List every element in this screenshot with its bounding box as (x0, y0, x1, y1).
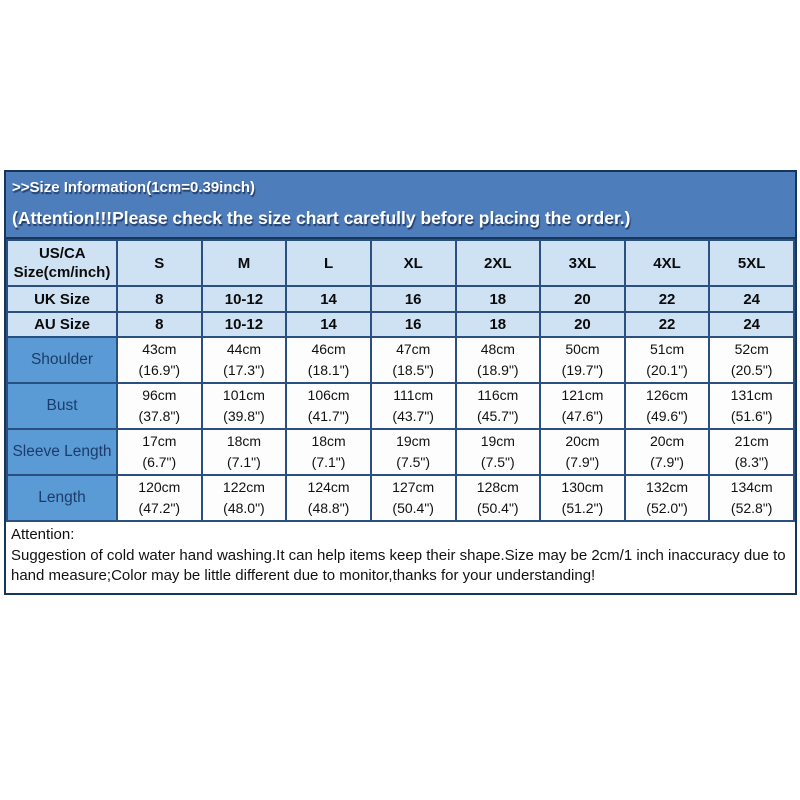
cm-value: 106cm (307, 387, 350, 403)
cm-value: 17cm (142, 433, 177, 449)
inch-value: (18.9") (477, 362, 519, 378)
size-col-header-4xl: 4XL (625, 240, 710, 286)
size-col-header-3xl: 3XL (540, 240, 625, 286)
au-size-row (7, 312, 794, 337)
cm-value: 120cm (138, 479, 181, 495)
cm-value: 19cm (480, 433, 515, 449)
inch-value: (41.7") (307, 408, 350, 424)
cm-value: 132cm (646, 479, 689, 495)
measure-cell (456, 337, 541, 383)
cm-value: 43cm (142, 341, 177, 357)
length-row (7, 475, 794, 521)
cm-value: 46cm (311, 341, 346, 357)
measure-cell (456, 429, 541, 475)
size-col-header-xl: XL (371, 240, 456, 286)
cm-value: 20cm (565, 433, 600, 449)
cm-value: 21cm (734, 433, 769, 449)
inch-value: (52.0") (646, 500, 688, 516)
cm-value: 51cm (649, 341, 685, 357)
measure-cell (709, 337, 794, 383)
cm-value: 134cm (730, 479, 773, 495)
attention-title: Attention: (11, 526, 75, 543)
uk-size-cell: 24 (709, 286, 794, 312)
measure-cell (202, 475, 287, 521)
measure-cell (202, 429, 287, 475)
inch-value: (7.1") (227, 454, 261, 470)
size-col-header-2xl: 2XL (456, 240, 541, 286)
cm-value: 128cm (476, 479, 519, 495)
inch-value: (7.1") (311, 454, 346, 470)
uk-size-row (7, 286, 794, 312)
measure-cell (371, 475, 456, 521)
measure-cell (371, 383, 456, 429)
banner-attention-line: (Attention!!!Please check the size chart carefully before placing the order.) (12, 208, 631, 228)
measure-cell (540, 475, 625, 521)
corner-line1: US/CA (38, 245, 86, 262)
size-col-header-s: S (117, 240, 202, 286)
cm-value: 44cm (226, 341, 262, 357)
inch-value: (6.7") (142, 454, 177, 470)
measure-cell (540, 337, 625, 383)
inch-value: (20.1") (646, 362, 688, 378)
au-size-cell: 24 (709, 312, 794, 337)
measure-cell (709, 429, 794, 475)
cm-value: 47cm (396, 341, 431, 357)
cm-value: 96cm (142, 387, 177, 403)
shoulder-row (7, 337, 794, 383)
cm-value: 131cm (730, 387, 773, 403)
au-size-cell: 18 (456, 312, 541, 337)
bust-label: Bust (7, 383, 117, 429)
measure-cell (202, 337, 287, 383)
washing-attention-note (6, 522, 795, 593)
cm-value: 121cm (561, 387, 604, 403)
sleeve-length-row (7, 429, 794, 475)
measure-cell (625, 383, 710, 429)
inch-value: (37.8") (138, 408, 181, 424)
measure-cell (709, 475, 794, 521)
uk-size-label: UK Size (7, 286, 117, 312)
cm-value: 122cm (222, 479, 265, 495)
inch-value: (51.2") (561, 500, 604, 516)
measure-cell (371, 429, 456, 475)
measure-cell (625, 475, 710, 521)
au-size-cell: 16 (371, 312, 456, 337)
measure-cell (117, 383, 202, 429)
inch-value: (48.0") (223, 500, 265, 516)
measure-cell (456, 383, 541, 429)
uk-size-cell: 16 (371, 286, 456, 312)
measure-cell (286, 475, 371, 521)
measure-cell (371, 337, 456, 383)
cm-value: 18cm (311, 433, 346, 449)
cm-value: 130cm (561, 479, 604, 495)
cm-value: 101cm (222, 387, 265, 403)
measure-cell (625, 337, 710, 383)
uk-size-cell: 20 (540, 286, 625, 312)
measure-cell (286, 429, 371, 475)
corner-header-cell (7, 240, 117, 286)
sleeve-length-label: Sleeve Length (7, 429, 117, 475)
cm-value: 52cm (734, 341, 769, 357)
measure-cell (286, 383, 371, 429)
cm-value: 126cm (646, 387, 689, 403)
uk-size-cell: 14 (286, 286, 371, 312)
uk-size-cell: 22 (625, 286, 710, 312)
size-chart-block (4, 170, 797, 595)
inch-value: (50.4") (477, 500, 519, 516)
inch-value: (47.2") (138, 500, 181, 516)
cm-value: 127cm (392, 479, 435, 495)
banner-title: >>Size Information(1cm=0.39inch) (12, 179, 255, 196)
inch-value: (20.5") (730, 362, 773, 378)
measure-cell (625, 429, 710, 475)
cm-value: 111cm (393, 387, 434, 403)
inch-value: (7.9") (650, 454, 684, 470)
au-size-cell: 14 (286, 312, 371, 337)
inch-value: (19.7") (561, 362, 604, 378)
inch-value: (47.6") (561, 408, 604, 424)
inch-value: (7.5") (480, 454, 515, 470)
inch-value: (16.9") (138, 362, 181, 378)
inch-value: (52.8") (730, 500, 773, 516)
au-size-label: AU Size (7, 312, 117, 337)
inch-value: (18.1") (307, 362, 350, 378)
uk-size-cell: 18 (456, 286, 541, 312)
cm-value: 20cm (649, 433, 685, 449)
measure-cell (456, 475, 541, 521)
inch-value: (50.4") (392, 500, 434, 516)
measure-cell (540, 383, 625, 429)
size-col-header-m: M (202, 240, 287, 286)
inch-value: (7.9") (565, 454, 600, 470)
inch-value: (43.7") (392, 408, 434, 424)
uk-size-cell: 8 (117, 286, 202, 312)
size-col-header-5xl: 5XL (709, 240, 794, 286)
size-info-banner (6, 172, 795, 239)
measure-cell (709, 383, 794, 429)
measure-cell (117, 429, 202, 475)
measure-cell (540, 429, 625, 475)
au-size-cell: 22 (625, 312, 710, 337)
inch-value: (8.3") (734, 454, 769, 470)
measure-cell (286, 337, 371, 383)
measure-cell (202, 383, 287, 429)
cm-value: 116cm (477, 387, 519, 403)
cm-value: 124cm (307, 479, 350, 495)
measure-cell (117, 337, 202, 383)
uk-size-cell: 10-12 (202, 286, 287, 312)
inch-value: (17.3") (223, 362, 265, 378)
cm-value: 48cm (480, 341, 515, 357)
inch-value: (45.7") (477, 408, 519, 424)
size-chart-table (6, 239, 795, 522)
corner-line2: Size(cm/inch) (13, 264, 111, 281)
au-size-cell: 20 (540, 312, 625, 337)
cm-value: 18cm (226, 433, 262, 449)
size-header-row (7, 240, 794, 286)
bust-row (7, 383, 794, 429)
au-size-cell: 10-12 (202, 312, 287, 337)
au-size-cell: 8 (117, 312, 202, 337)
inch-value: (39.8") (223, 408, 265, 424)
shoulder-label: Shoulder (7, 337, 117, 383)
cm-value: 19cm (396, 433, 431, 449)
length-label: Length (7, 475, 117, 521)
inch-value: (49.6") (646, 408, 688, 424)
inch-value: (7.5") (396, 454, 431, 470)
size-col-header-l: L (286, 240, 371, 286)
attention-body: Suggestion of cold water hand washing.It can help items keep their shape.Size may be 2cm/1 inch inaccuracy due to hand measure;Color may be little different due to monitor,thanks for your understanding! (11, 546, 786, 584)
inch-value: (48.8") (307, 500, 350, 516)
measure-cell (117, 475, 202, 521)
cm-value: 50cm (565, 341, 600, 357)
inch-value: (51.6") (730, 408, 773, 424)
inch-value: (18.5") (392, 362, 434, 378)
